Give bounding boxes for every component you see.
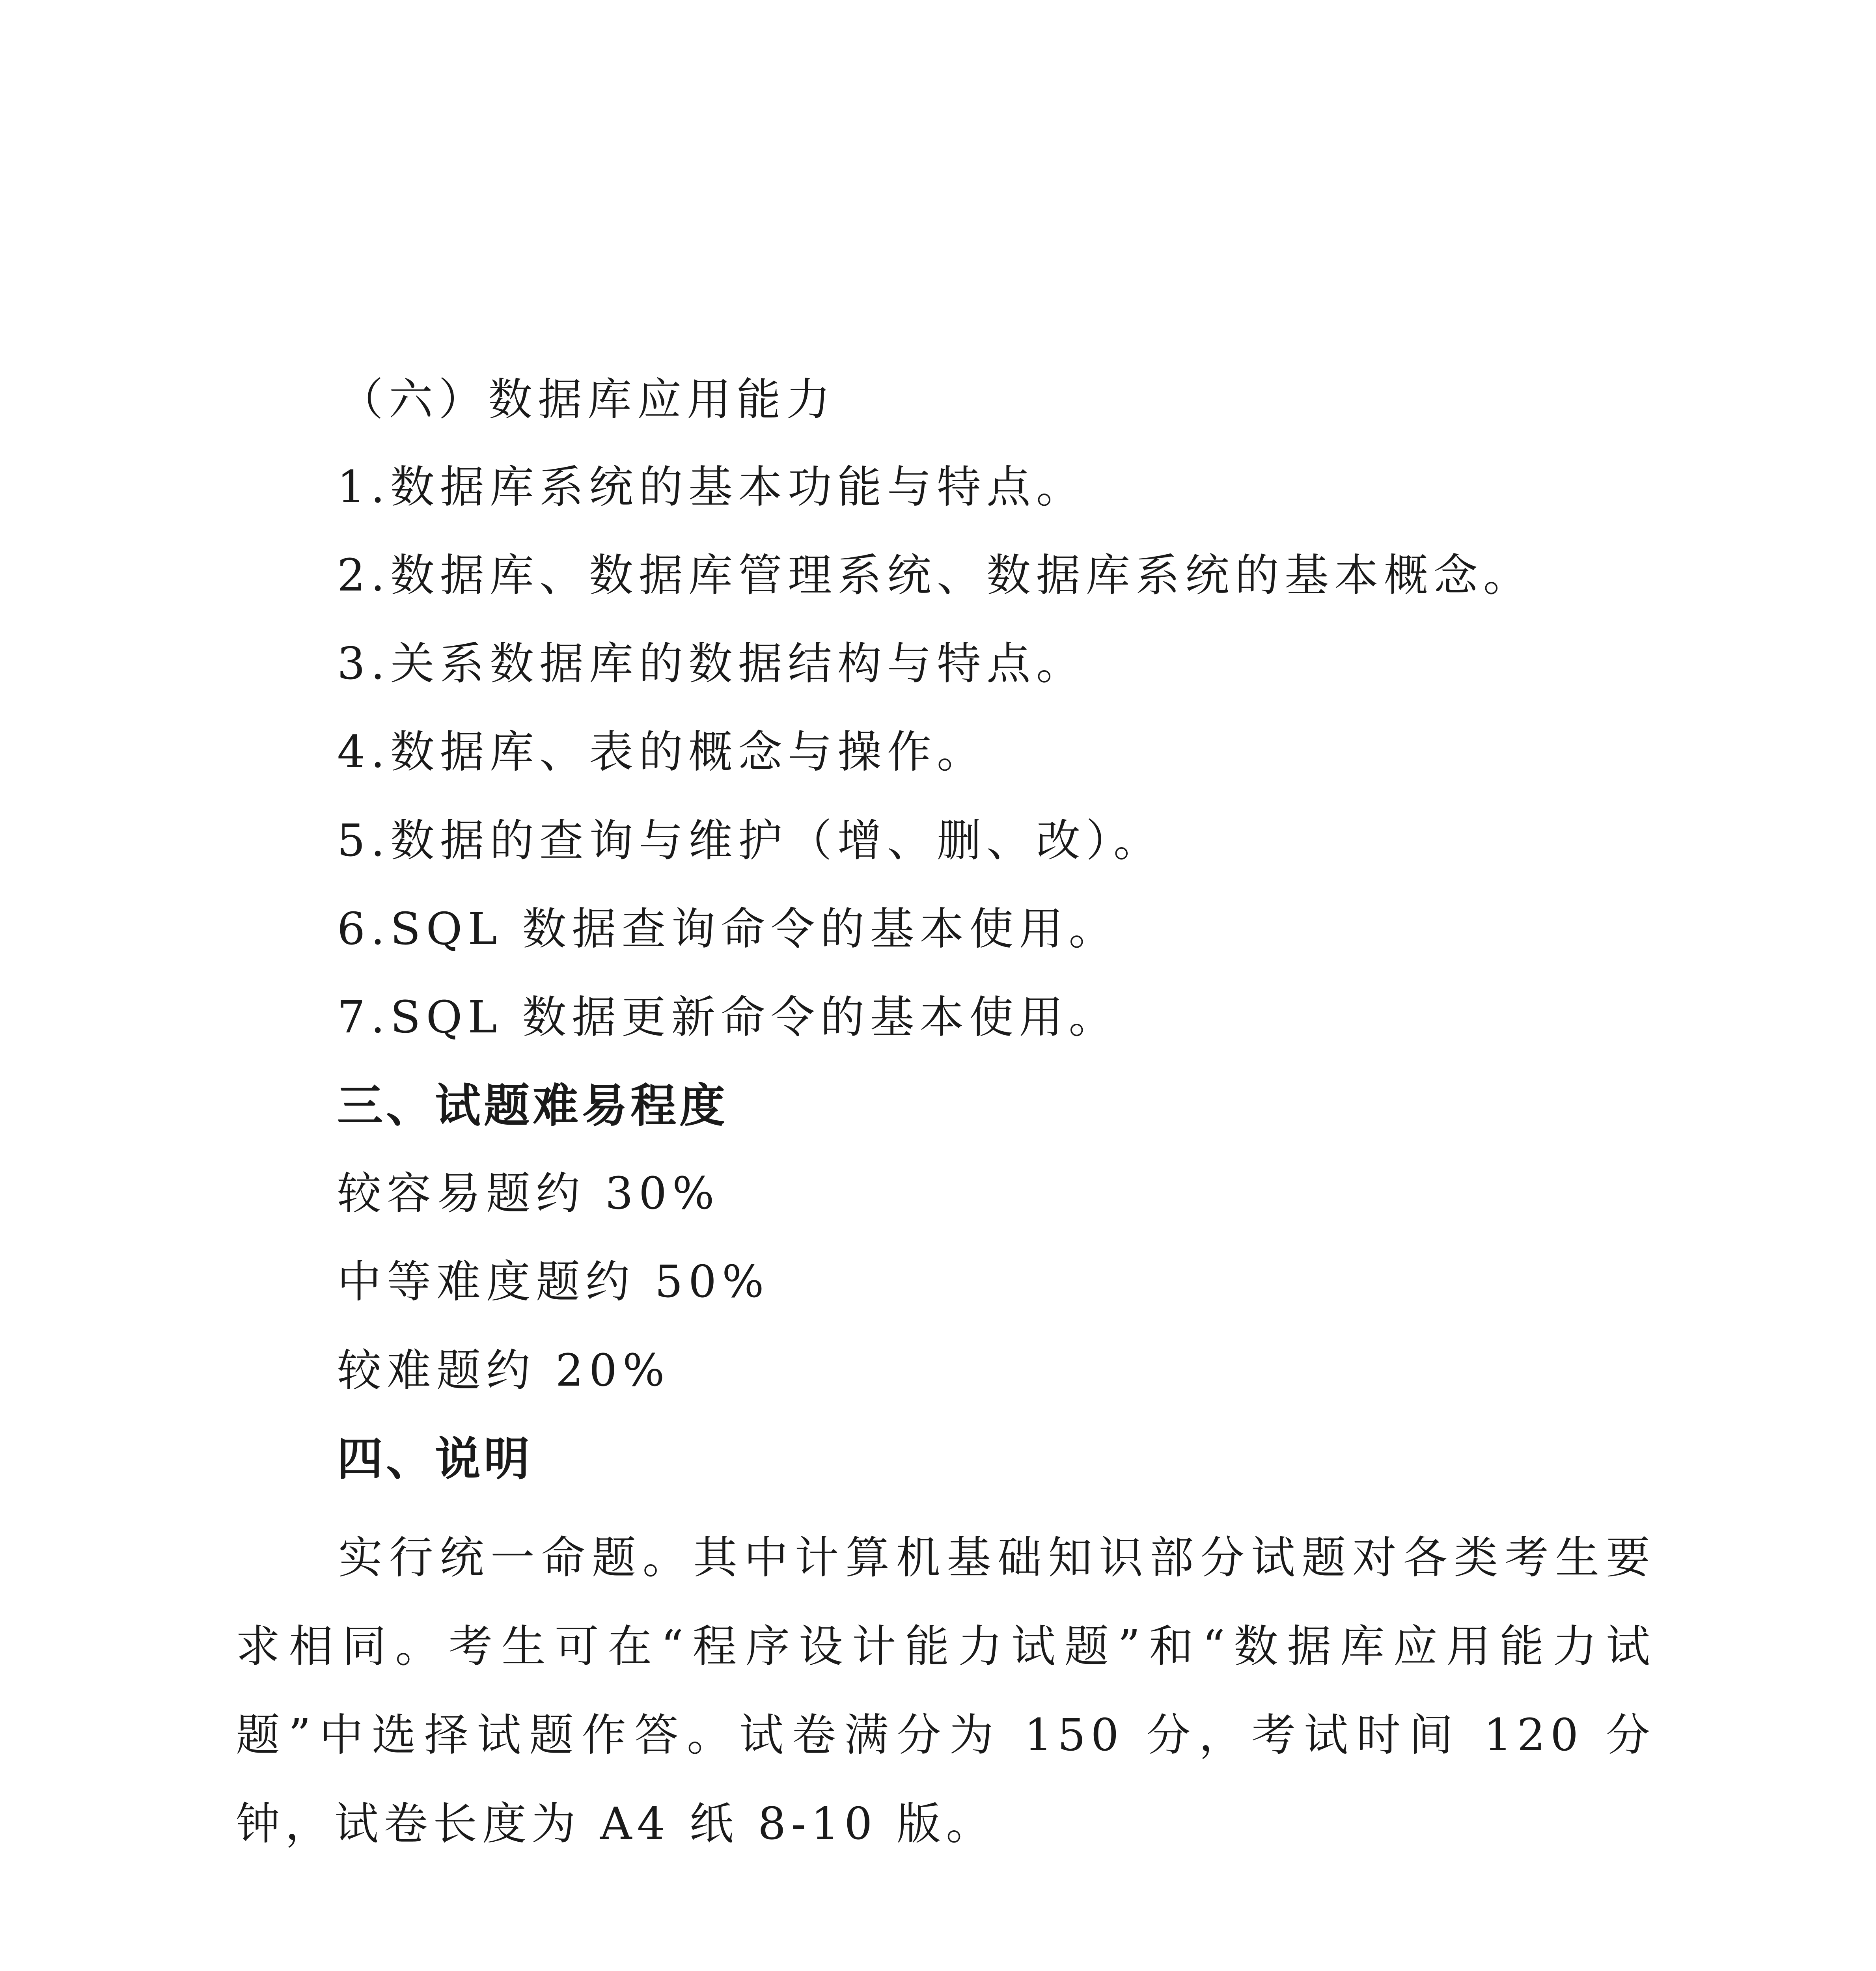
list-item: 1.数据库系统的基本功能与特点。 — [337, 462, 1086, 513]
list-item: 5.数据的查询与维护（增、删、改）。 — [337, 815, 1163, 866]
difficulty-item: 较难题约 20% — [337, 1345, 670, 1396]
list-item: 7.SQL 数据更新命令的基本使用。 — [337, 992, 1119, 1043]
subsection-heading: （六）数据库应用能力 — [339, 374, 836, 425]
difficulty-item: 中等难度题约 50% — [337, 1256, 770, 1308]
section-heading-difficulty: 三、试题难易程度 — [337, 1079, 728, 1133]
list-item: 2.数据库、数据库管理系统、数据库系统的基本概念。 — [337, 550, 1533, 601]
list-item: 6.SQL 数据查询命令的基本使用。 — [337, 904, 1119, 955]
difficulty-item: 较容易题约 30% — [337, 1168, 720, 1219]
list-item: 4.数据库、表的概念与操作。 — [337, 727, 986, 778]
section-heading-notes: 四、说明 — [337, 1433, 533, 1486]
notes-paragraph: 实行统一命题。其中计算机基础知识部分试题对各类考生要求相同。考生可在“程序设计能力试题”和“数据库应用能力试题”中选择试题作答。试卷满分为 150 分，考试时间 120 分钟，试卷长度为 A4 纸 8-10 版。 — [236, 1532, 1655, 1850]
list-item: 3.关系数据库的数据结构与特点。 — [337, 638, 1086, 689]
